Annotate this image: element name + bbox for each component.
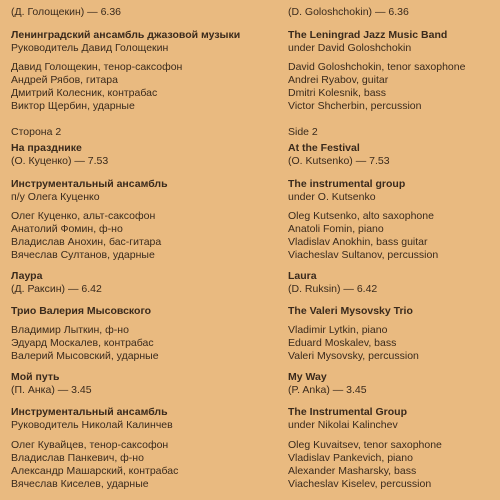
left-credit-line: Вячеслав Султанов, ударные [11,249,155,261]
left-credit-line: Лаура [11,270,43,282]
left-credit-line: Владислав Анохин, бас-гитара [11,236,162,248]
left-credit-line: Мой путь [11,371,60,383]
right-credit-line: under Nikolai Kalinchev [288,419,398,431]
right-credit-line: Oleg Kuvaitsev, tenor saxophone [288,439,442,451]
right-credit-line: Side 2 [288,126,318,138]
left-credit-line: (О. Куценко) — 7.53 [11,155,109,167]
left-credit-line: Руководитель Николай Калинчев [11,419,173,431]
right-credit-line: Viacheslav Kiselev, percussion [288,478,432,490]
left-credit-line: (Д. Голощекин) — 6.36 [11,6,122,18]
left-credit-line: Валерий Мысовский, ударные [11,350,159,362]
left-credit-line: Давид Голощекин, тенор-саксофон [11,61,183,73]
right-credit-line: Laura [288,270,317,282]
left-credit-line: Сторона 2 [11,126,62,138]
left-credit-line: Эдуард Москалев, контрабас [11,337,154,349]
right-credit-line: Dmitri Kolesnik, bass [288,87,387,99]
left-credit-line: (Д. Раксин) — 6.42 [11,283,102,295]
left-credit-line: Владислав Панкевич, ф-но [11,452,144,464]
right-credit-line: Eduard Moskalev, bass [288,337,397,349]
left-credit-line: Инструментальный ансамбль [11,178,168,190]
right-credit-line: Andrei Ryabov, guitar [288,74,389,86]
right-credit-line: (P. Anka) — 3.45 [288,384,367,396]
right-credit-line: David Goloshchokin, tenor saxophone [288,61,466,73]
left-credit-line: Олег Куценко, альт-саксофон [11,210,156,222]
left-credit-line: Руководитель Давид Голощекин [11,42,169,54]
right-credit-line: Valeri Mysovsky, percussion [288,350,419,362]
left-credit-line: Инструментальный ансамбль [11,406,168,418]
right-credit-line: under O. Kutsenko [288,191,376,203]
right-credit-line: Vladimir Lytkin, piano [288,324,388,336]
left-credit-line: Виктор Щербин, ударные [11,100,135,112]
left-credit-line: (П. Анка) — 3.45 [11,384,92,396]
left-credit-line: Трио Валерия Мысовского [11,305,152,317]
right-credit-line: Viacheslav Sultanov, percussion [288,249,439,261]
right-credit-line: The Instrumental Group [288,406,408,418]
right-credit-line: Alexander Masharsky, bass [288,465,417,477]
right-credit-line: My Way [288,371,327,383]
left-credit-line: Александр Машарский, контрабас [11,465,179,477]
right-credit-line: The Leningrad Jazz Music Band [288,29,448,41]
right-credit-line: Vladislav Pankevich, piano [288,452,413,464]
right-credit-line: At the Festival [288,142,360,154]
right-credit-line: The instrumental group [288,178,406,190]
right-credit-line: Anatoli Fomin, piano [288,223,384,235]
left-credit-line: Вячеслав Киселев, ударные [11,478,149,490]
left-credit-line: Ленинградский ансамбль джазовой музыки [11,29,241,41]
left-credit-line: Анатолий Фомин, ф-но [11,223,123,235]
left-credit-line: Владимир Лыткин, ф-но [11,324,129,336]
left-credit-line: Андрей Рябов, гитара [11,74,118,86]
left-credit-line: Олег Кувайцев, тенор-саксофон [11,439,169,451]
right-credit-line: Victor Shcherbin, percussion [288,100,422,112]
right-credit-line: under David Goloshchokin [288,42,412,54]
left-credit-line: п/у Олега Куценко [11,191,100,203]
right-credit-line: The Valeri Mysovsky Trio [288,305,413,317]
right-credit-line: (O. Kutsenko) — 7.53 [288,155,390,167]
right-credit-line: Vladislav Anokhin, bass guitar [288,236,428,248]
right-credit-line: Oleg Kutsenko, alto saxophone [288,210,434,222]
right-credit-line: (D. Goloshchokin) — 6.36 [288,6,409,18]
left-credit-line: На празднике [11,142,82,154]
right-credit-line: (D. Ruksin) — 6.42 [288,283,378,295]
left-credit-line: Дмитрий Колесник, контрабас [11,87,158,99]
